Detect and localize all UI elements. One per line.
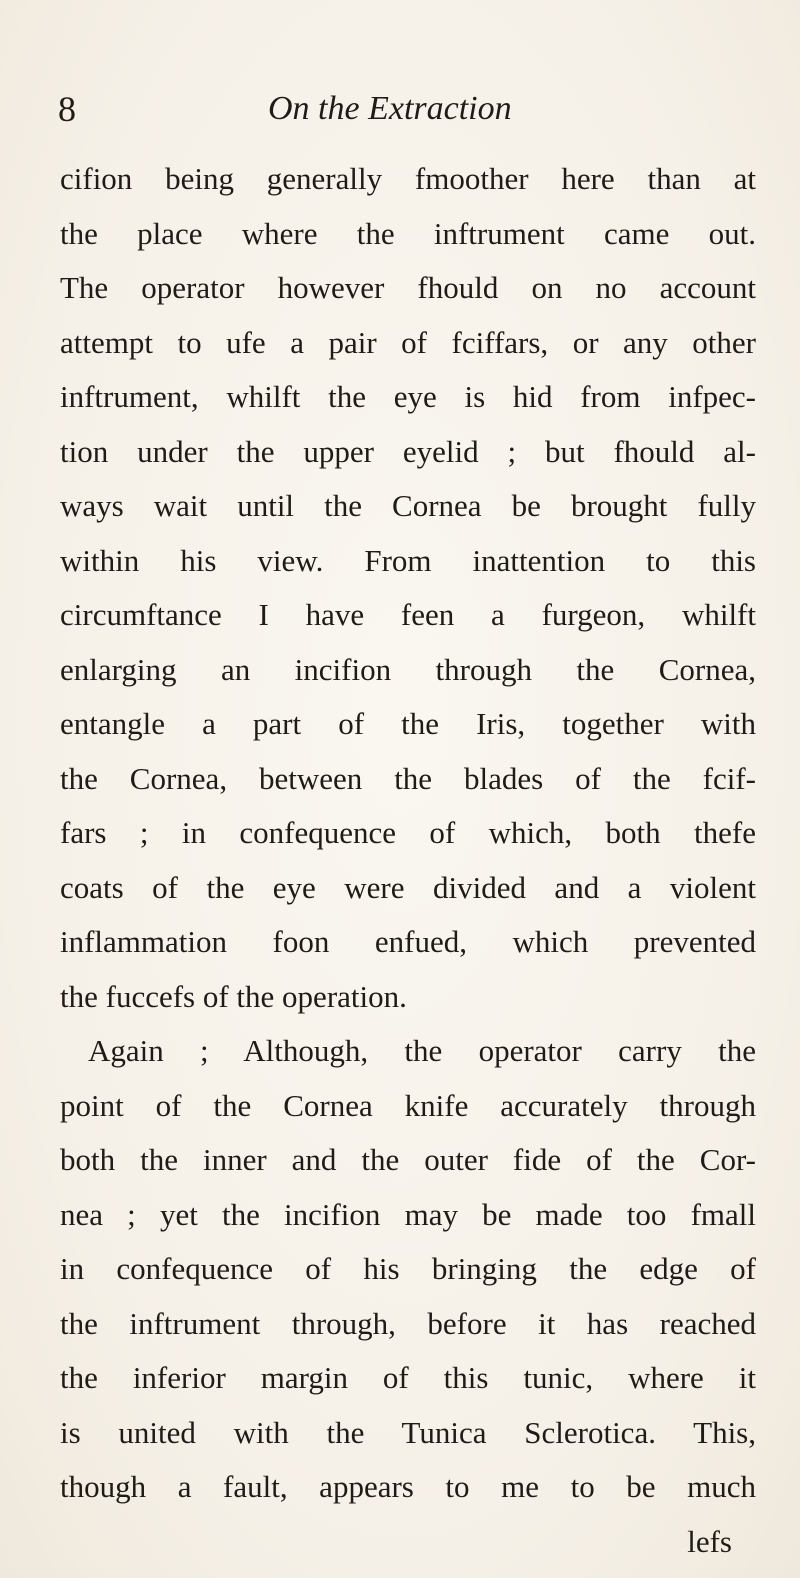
text-line: tion under the upper eyelid ; but fhould al-	[60, 433, 756, 469]
paragraph-end-line: the fuccefs of the operation.	[60, 978, 407, 1014]
text-line: ways wait until the Cornea be brought fully	[60, 488, 756, 523]
text-line: coats of the eye were divided and a violent	[60, 869, 756, 905]
text-line: inflammation foon enfued, which prevented	[60, 924, 756, 959]
text-line: point of the Cornea knife accurately through	[60, 1087, 756, 1123]
text-line: The operator however fhould on no account	[60, 270, 756, 305]
text-line: within his view. From inattention to this	[60, 542, 756, 578]
text-line: both the inner and the outer fide of the Cor-	[60, 1142, 756, 1177]
paragraph-start-line: Again ; Although, the operator carry the	[88, 1033, 756, 1068]
text-line: the inftrument through, before it has reached	[60, 1305, 756, 1341]
text-line: inftrument, whilft the eye is hid from infpec-	[60, 379, 756, 414]
text-line: the Cornea, between the blades of the fcif-	[60, 760, 756, 796]
text-line: though a fault, appears to me to be much	[60, 1469, 756, 1504]
text-line: the place where the inftrument came out.	[60, 215, 756, 251]
text-line: cifion being generally fmoother here than at	[60, 161, 756, 196]
text-line: is united with the Tunica Sclerotica. This,	[60, 1414, 756, 1450]
text-line: in confequence of his bringing the edge of	[60, 1251, 756, 1286]
text-line: the inferior margin of this tunic, where it	[60, 1360, 756, 1395]
text-line: enlarging an incifion through the Cornea,	[60, 651, 756, 687]
text-line: circumftance I have feen a furgeon, whilft	[60, 597, 756, 632]
catchword: lefs	[687, 1523, 732, 1559]
body-text	[60, 152, 756, 1569]
text-line: entangle a part of the Iris, together with	[60, 706, 756, 741]
running-head: On the Extraction	[268, 90, 512, 127]
text-line: fars ; in confequence of which, both thefe	[60, 815, 756, 850]
page-number: 8	[58, 89, 76, 129]
page-header	[58, 84, 758, 134]
text-line: nea ; yet the incifion may be made too fmall	[60, 1196, 756, 1232]
text-line: attempt to ufe a pair of fciffars, or any other	[60, 324, 756, 360]
